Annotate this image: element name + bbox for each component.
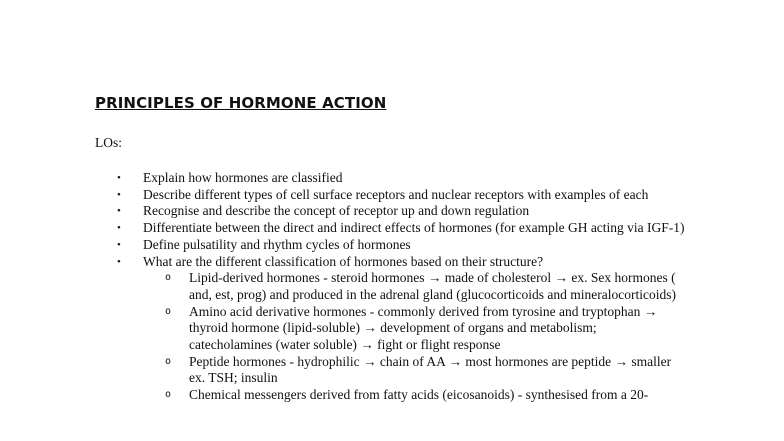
page-title: PRINCIPLES OF HORMONE ACTION [95,94,387,112]
classification-list [143,270,703,404]
list-item [0,254,703,404]
classification-text: Peptide hormones - hydrophilic → chain of AA → most hormones are peptide → smaller ex. TSH; insulin [189,353,672,386]
list-item [0,187,703,204]
sub-list-item [165,303,679,354]
bullet-icon: • [117,238,121,251]
objective-text: Define pulsatility and rhythm cycles of hormones [143,236,411,252]
sub-list-item [165,353,679,387]
circle-bullet-icon: o [165,272,172,284]
objective-text: Explain how hormones are classified [143,170,343,185]
objective-text: Differentiate between the direct and indirect effects of hormones (for example GH acting via IGF-1) [143,220,685,236]
bullet-icon: • [117,222,121,235]
classification-text: Lipid-derived hormones - steroid hormones → made of cholesterol → ex. Sex hormones ( and, est, prog) and produced in the adrenal gland (glucocorticoids and mineralocorticoids) [189,270,676,302]
objective-text: Recognise and describe the concept of receptor up and down regulation [143,203,530,219]
bullet-icon: • [117,205,121,218]
los-label: LOs: [95,135,122,150]
list-item [0,170,703,187]
bullet-icon: • [117,172,121,184]
sub-list-item [165,387,679,404]
objectives-list [0,170,703,404]
sub-list-item [165,270,679,303]
objective-text: What are the different classification of hormones based on their structure? [143,253,544,269]
list-item [0,220,703,237]
circle-bullet-icon: o [165,355,172,367]
bullet-icon: • [117,188,121,201]
bullet-icon: • [117,255,121,268]
classification-text: Amino acid derivative hormones - commonly derived from tyrosine and tryptophan → thyroid hormone (lipid-soluble) → development of organs and metabolism; catecholamines (water soluble) → fight or flight response [189,303,658,353]
circle-bullet-icon: o [165,389,172,401]
list-item [0,237,703,254]
classification-text: Chemical messengers derived from fatty acids (eicosanoids) - synthesised from a 20- [189,387,649,403]
list-item [0,203,703,220]
objective-text: Describe different types of cell surface receptors and nuclear receptors with examples of each [143,186,649,202]
circle-bullet-icon: o [165,305,172,317]
